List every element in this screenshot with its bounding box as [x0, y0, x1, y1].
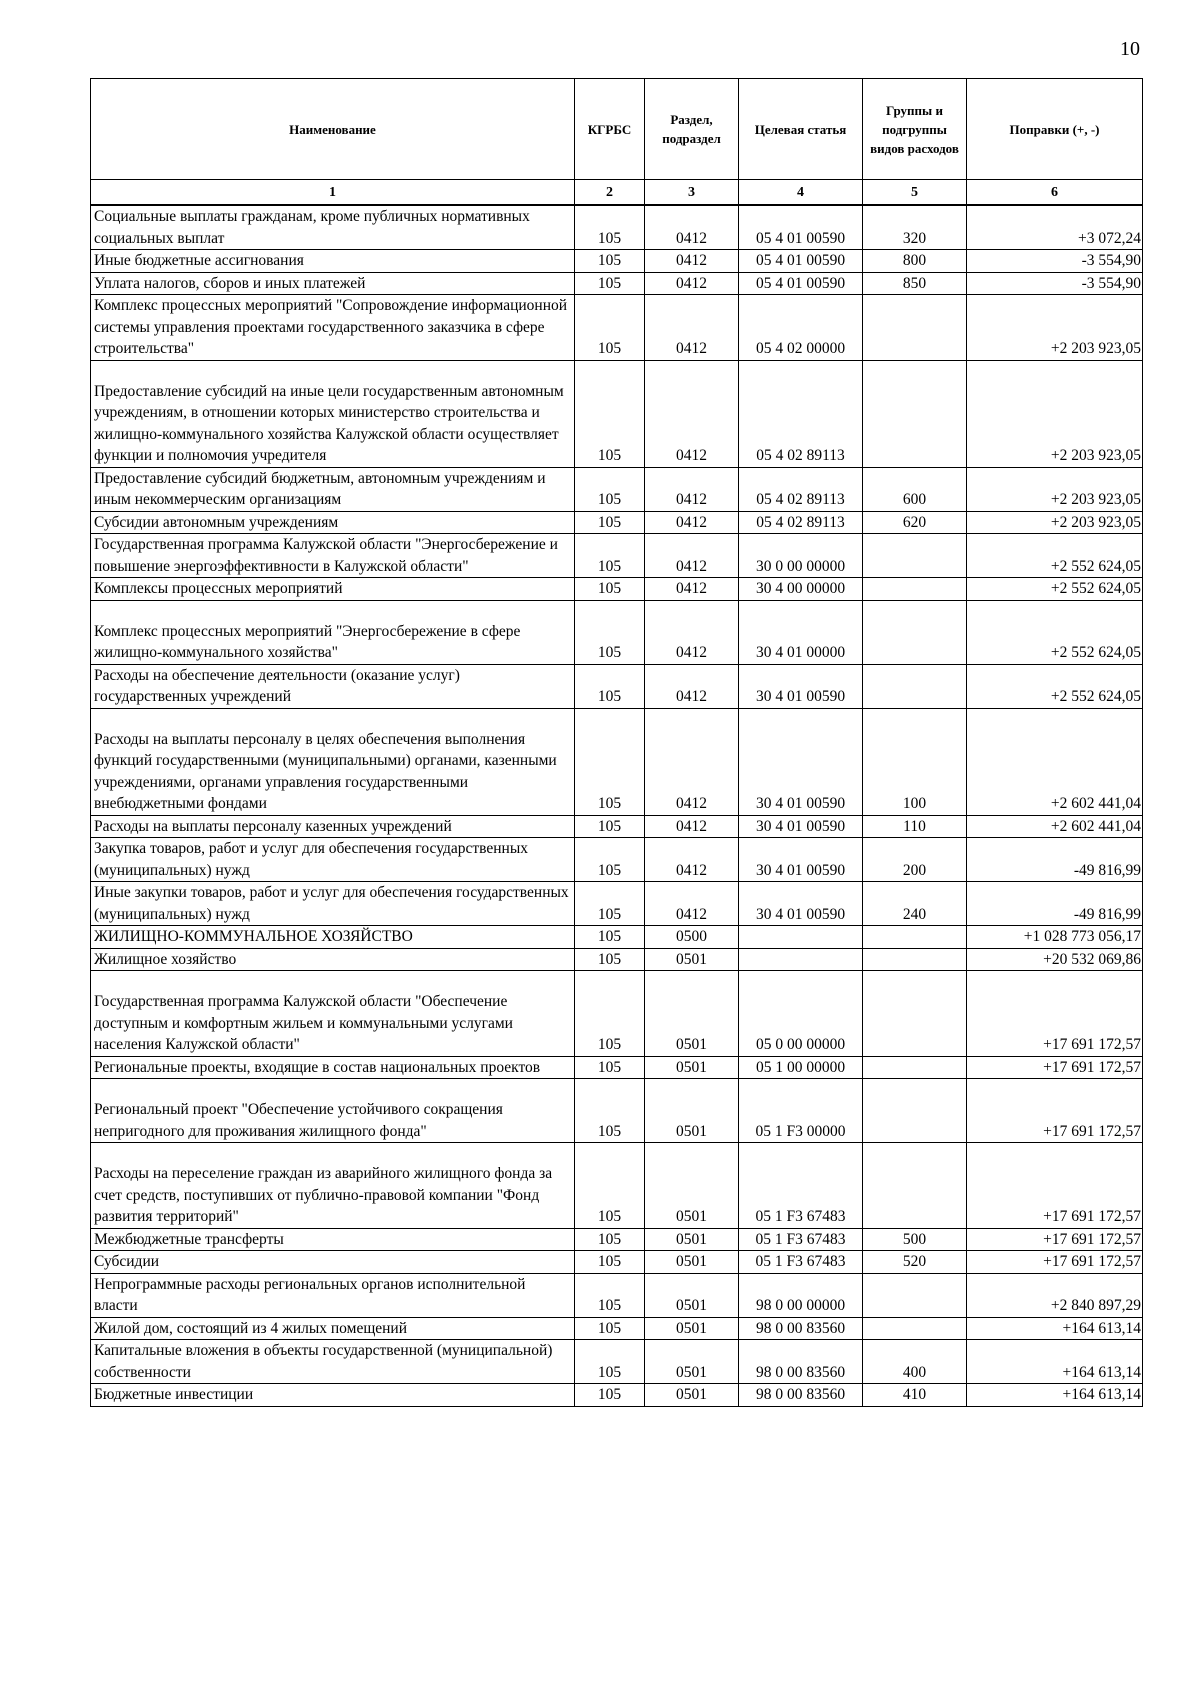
row-kgrbs: 105 [575, 1317, 645, 1340]
row-kgrbs: 105 [575, 815, 645, 838]
column-number-row [91, 180, 1143, 206]
row-name: Социальные выплаты гражданам, кроме публичных нормативных социальных выплат [91, 205, 575, 250]
table-row [91, 1340, 1143, 1384]
row-section: 0412 [645, 250, 739, 273]
table-row [91, 578, 1143, 601]
row-name: Субсидии автономным учреждениям [91, 511, 575, 534]
row-group: 110 [863, 815, 967, 838]
row-section: 0500 [645, 926, 739, 949]
row-section: 0412 [645, 272, 739, 295]
row-target: 98 0 00 83560 [739, 1340, 863, 1384]
row-name: Расходы на выплаты персоналу в целях обеспечения выполнения функций государственными (муниципальными) органами, казенными учреждениями, органами управления государственными внебюджетными фондами [91, 708, 575, 815]
row-section: 0412 [645, 838, 739, 882]
table-row [91, 1228, 1143, 1251]
row-group [863, 1273, 967, 1317]
row-target: 05 1 F3 00000 [739, 1079, 863, 1143]
table-row [91, 926, 1143, 949]
row-kgrbs: 105 [575, 467, 645, 511]
row-kgrbs: 105 [575, 205, 645, 250]
row-section: 0412 [645, 708, 739, 815]
row-section: 0501 [645, 1056, 739, 1079]
row-group: 100 [863, 708, 967, 815]
row-name: Расходы на переселение граждан из аварийного жилищного фонда за счет средств, поступивших от публично-правовой компании "Фонд развития территорий" [91, 1143, 575, 1229]
row-section: 0412 [645, 295, 739, 361]
column-number: 3 [645, 180, 739, 206]
table-row [91, 295, 1143, 361]
row-section: 0412 [645, 664, 739, 708]
row-amount: +17 691 172,57 [967, 1056, 1143, 1079]
row-amount: +2 203 923,05 [967, 467, 1143, 511]
table-body [91, 205, 1143, 1406]
row-target: 30 4 00 00000 [739, 578, 863, 601]
row-kgrbs: 105 [575, 664, 645, 708]
row-target: 05 1 F3 67483 [739, 1251, 863, 1274]
row-amount: +164 613,14 [967, 1384, 1143, 1407]
row-group: 500 [863, 1228, 967, 1251]
row-name: Иные бюджетные ассигнования [91, 250, 575, 273]
row-section: 0501 [645, 1340, 739, 1384]
row-group: 800 [863, 250, 967, 273]
row-section: 0412 [645, 882, 739, 926]
row-target: 30 4 01 00000 [739, 600, 863, 664]
row-name: Непрограммные расходы региональных органов исполнительной власти [91, 1273, 575, 1317]
table-row [91, 1079, 1143, 1143]
row-section: 0412 [645, 467, 739, 511]
row-amount: +17 691 172,57 [967, 971, 1143, 1057]
table-row [91, 1056, 1143, 1079]
row-amount: +1 028 773 056,17 [967, 926, 1143, 949]
row-name: Государственная программа Калужской области "Обеспечение доступным и комфортным жильем и коммунальными услугами населения Калужской области" [91, 971, 575, 1057]
row-name: Иные закупки товаров, работ и услуг для обеспечения государственных (муниципальных) нужд [91, 882, 575, 926]
row-group [863, 948, 967, 971]
row-amount: +3 072,24 [967, 205, 1143, 250]
row-amount: +2 203 923,05 [967, 360, 1143, 467]
column-number: 4 [739, 180, 863, 206]
row-name: Закупка товаров, работ и услуг для обеспечения государственных (муниципальных) нужд [91, 838, 575, 882]
row-target: 05 4 01 00590 [739, 250, 863, 273]
row-name: Жилищное хозяйство [91, 948, 575, 971]
row-group: 850 [863, 272, 967, 295]
row-name: Капитальные вложения в объекты государственной (муниципальной) собственности [91, 1340, 575, 1384]
row-amount: +2 203 923,05 [967, 511, 1143, 534]
row-amount: +164 613,14 [967, 1340, 1143, 1384]
table-row [91, 360, 1143, 467]
row-amount: +2 552 624,05 [967, 600, 1143, 664]
row-kgrbs: 105 [575, 295, 645, 361]
row-group [863, 971, 967, 1057]
row-section: 0412 [645, 600, 739, 664]
page-number: 10 [1120, 38, 1140, 60]
row-target: 05 1 F3 67483 [739, 1143, 863, 1229]
row-amount: +2 552 624,05 [967, 578, 1143, 601]
row-kgrbs: 105 [575, 1340, 645, 1384]
row-target: 05 4 02 00000 [739, 295, 863, 361]
row-kgrbs: 105 [575, 272, 645, 295]
row-amount: +17 691 172,57 [967, 1251, 1143, 1274]
row-kgrbs: 105 [575, 948, 645, 971]
table-row [91, 948, 1143, 971]
row-kgrbs: 105 [575, 838, 645, 882]
row-name: Расходы на обеспечение деятельности (оказание услуг) государственных учреждений [91, 664, 575, 708]
table-row [91, 1273, 1143, 1317]
row-group [863, 1056, 967, 1079]
table-row [91, 534, 1143, 578]
row-name: Расходы на выплаты персоналу казенных учреждений [91, 815, 575, 838]
table-row [91, 600, 1143, 664]
row-amount: +2 203 923,05 [967, 295, 1143, 361]
row-kgrbs: 105 [575, 1251, 645, 1274]
row-group: 410 [863, 1384, 967, 1407]
row-kgrbs: 105 [575, 534, 645, 578]
row-kgrbs: 105 [575, 971, 645, 1057]
row-kgrbs: 105 [575, 250, 645, 273]
row-target: 05 4 02 89113 [739, 467, 863, 511]
row-group: 600 [863, 467, 967, 511]
row-amount: +17 691 172,57 [967, 1079, 1143, 1143]
row-section: 0412 [645, 578, 739, 601]
row-amount: -49 816,99 [967, 882, 1143, 926]
row-group [863, 1079, 967, 1143]
table-row [91, 815, 1143, 838]
table-row [91, 272, 1143, 295]
row-section: 0412 [645, 360, 739, 467]
row-group [863, 600, 967, 664]
table-row [91, 250, 1143, 273]
row-group [863, 1143, 967, 1229]
table-row [91, 838, 1143, 882]
row-target: 05 4 02 89113 [739, 511, 863, 534]
row-name: ЖИЛИЩНО-КОММУНАЛЬНОЕ ХОЗЯЙСТВО [91, 926, 575, 949]
row-target: 30 4 01 00590 [739, 708, 863, 815]
row-kgrbs: 105 [575, 360, 645, 467]
row-section: 0501 [645, 1079, 739, 1143]
row-amount: +2 840 897,29 [967, 1273, 1143, 1317]
row-kgrbs: 105 [575, 578, 645, 601]
row-section: 0501 [645, 1317, 739, 1340]
budget-amendments-table [90, 78, 1143, 1407]
table-header-row [91, 79, 1143, 180]
row-target: 05 0 00 00000 [739, 971, 863, 1057]
row-amount: +20 532 069,86 [967, 948, 1143, 971]
table-row [91, 882, 1143, 926]
row-name: Региональный проект "Обеспечение устойчивого сокращения непригодного для проживания жилищного фонда" [91, 1079, 575, 1143]
row-amount: +17 691 172,57 [967, 1143, 1143, 1229]
row-target: 98 0 00 00000 [739, 1273, 863, 1317]
row-target: 05 4 01 00590 [739, 272, 863, 295]
row-group: 620 [863, 511, 967, 534]
row-kgrbs: 105 [575, 600, 645, 664]
row-kgrbs: 105 [575, 1384, 645, 1407]
row-kgrbs: 105 [575, 511, 645, 534]
row-group: 240 [863, 882, 967, 926]
row-group [863, 578, 967, 601]
row-amount: +2 602 441,04 [967, 815, 1143, 838]
row-kgrbs: 105 [575, 1079, 645, 1143]
row-name: Жилой дом, состоящий из 4 жилых помещений [91, 1317, 575, 1340]
row-group: 400 [863, 1340, 967, 1384]
row-group: 200 [863, 838, 967, 882]
row-amount: -3 554,90 [967, 272, 1143, 295]
row-section: 0412 [645, 534, 739, 578]
row-name: Субсидии [91, 1251, 575, 1274]
row-section: 0501 [645, 1228, 739, 1251]
table-row [91, 1143, 1143, 1229]
row-section: 0501 [645, 1251, 739, 1274]
row-kgrbs: 105 [575, 708, 645, 815]
row-amount: +2 602 441,04 [967, 708, 1143, 815]
header-section: Раздел, подраздел [645, 79, 739, 180]
row-name: Государственная программа Калужской области "Энергосбережение и повышение энергоэффективности в Калужской области" [91, 534, 575, 578]
table-row [91, 467, 1143, 511]
row-amount: +2 552 624,05 [967, 534, 1143, 578]
row-section: 0501 [645, 971, 739, 1057]
row-group [863, 664, 967, 708]
row-kgrbs: 105 [575, 926, 645, 949]
header-amend: Поправки (+, -) [967, 79, 1143, 180]
table-row [91, 1317, 1143, 1340]
table-row [91, 708, 1143, 815]
row-name: Уплата налогов, сборов и иных платежей [91, 272, 575, 295]
row-amount: -49 816,99 [967, 838, 1143, 882]
row-section: 0501 [645, 1384, 739, 1407]
header-name: Наименование [91, 79, 575, 180]
table-row [91, 205, 1143, 250]
table-row [91, 664, 1143, 708]
table-row [91, 1384, 1143, 1407]
row-kgrbs: 105 [575, 1143, 645, 1229]
row-target: 05 4 02 89113 [739, 360, 863, 467]
row-group [863, 926, 967, 949]
row-group: 320 [863, 205, 967, 250]
row-amount: +17 691 172,57 [967, 1228, 1143, 1251]
row-target: 98 0 00 83560 [739, 1384, 863, 1407]
header-kgrbs: КГРБС [575, 79, 645, 180]
table-row [91, 1251, 1143, 1274]
row-target: 98 0 00 83560 [739, 1317, 863, 1340]
row-section: 0501 [645, 1273, 739, 1317]
row-group [863, 1317, 967, 1340]
row-target: 05 1 F3 67483 [739, 1228, 863, 1251]
row-target: 30 4 01 00590 [739, 815, 863, 838]
row-amount: +2 552 624,05 [967, 664, 1143, 708]
row-section: 0501 [645, 948, 739, 971]
column-number: 6 [967, 180, 1143, 206]
row-group [863, 360, 967, 467]
row-target: 30 4 01 00590 [739, 838, 863, 882]
row-name: Комплексы процессных мероприятий [91, 578, 575, 601]
row-kgrbs: 105 [575, 1273, 645, 1317]
row-name: Бюджетные инвестиции [91, 1384, 575, 1407]
row-section: 0501 [645, 1143, 739, 1229]
row-amount: +164 613,14 [967, 1317, 1143, 1340]
table-row [91, 971, 1143, 1057]
column-number: 1 [91, 180, 575, 206]
row-target [739, 948, 863, 971]
row-target [739, 926, 863, 949]
row-group [863, 534, 967, 578]
row-amount: -3 554,90 [967, 250, 1143, 273]
row-section: 0412 [645, 815, 739, 838]
row-name: Межбюджетные трансферты [91, 1228, 575, 1251]
header-target: Целевая статья [739, 79, 863, 180]
row-name: Предоставление субсидий на иные цели государственным автономным учреждениям, в отношении которых министерство строительства и жилищно-коммунального хозяйства Калужской области осуществляет функции и полномочия учредителя [91, 360, 575, 467]
row-group: 520 [863, 1251, 967, 1274]
row-target: 30 0 00 00000 [739, 534, 863, 578]
table-row [91, 511, 1143, 534]
row-section: 0412 [645, 511, 739, 534]
row-name: Комплекс процессных мероприятий "Сопровождение информационной системы управления проектами государственного заказчика в сфере строительства" [91, 295, 575, 361]
column-number: 2 [575, 180, 645, 206]
row-group [863, 295, 967, 361]
row-kgrbs: 105 [575, 882, 645, 926]
row-kgrbs: 105 [575, 1056, 645, 1079]
row-name: Комплекс процессных мероприятий "Энергосбережение в сфере жилищно-коммунального хозяйства" [91, 600, 575, 664]
row-name: Региональные проекты, входящие в состав национальных проектов [91, 1056, 575, 1079]
row-target: 30 4 01 00590 [739, 882, 863, 926]
row-target: 30 4 01 00590 [739, 664, 863, 708]
column-number: 5 [863, 180, 967, 206]
header-groups: Группы и подгруппы видов расходов [863, 79, 967, 180]
row-target: 05 1 00 00000 [739, 1056, 863, 1079]
row-section: 0412 [645, 205, 739, 250]
row-kgrbs: 105 [575, 1228, 645, 1251]
row-target: 05 4 01 00590 [739, 205, 863, 250]
row-name: Предоставление субсидий бюджетным, автономным учреждениям и иным некоммерческим организациям [91, 467, 575, 511]
